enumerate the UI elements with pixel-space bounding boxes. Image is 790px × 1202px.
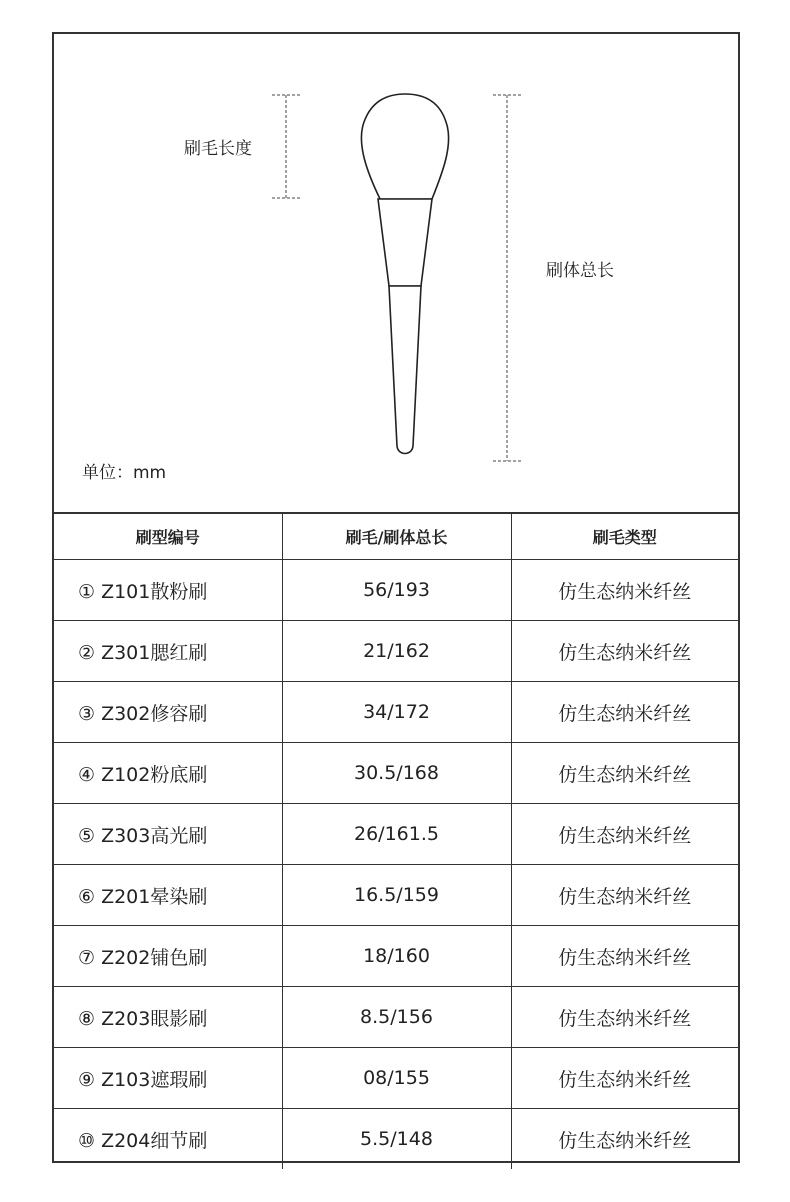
header-length: 刷毛/刷体总长 <box>282 513 511 560</box>
cell-model: ④ Z102粉底刷 <box>54 743 282 804</box>
total-length-dimension <box>493 95 521 461</box>
brush-handle <box>389 286 421 454</box>
cell-type: 仿生态纳米纤丝 <box>511 1109 738 1170</box>
cell-length: 5.5/148 <box>282 1109 511 1170</box>
cell-length: 34/172 <box>282 682 511 743</box>
table-header-row <box>54 513 738 560</box>
cell-model: ① Z101散粉刷 <box>54 560 282 621</box>
spec-frame <box>52 32 740 1163</box>
cell-type: 仿生态纳米纤丝 <box>511 560 738 621</box>
cell-model: ② Z301腮红刷 <box>54 621 282 682</box>
cell-model: ⑩ Z204细节刷 <box>54 1109 282 1170</box>
brush-head <box>361 94 448 199</box>
cell-type: 仿生态纳米纤丝 <box>511 987 738 1048</box>
cell-model: ⑦ Z202铺色刷 <box>54 926 282 987</box>
cell-model: ⑨ Z103遮瑕刷 <box>54 1048 282 1109</box>
cell-length: 56/193 <box>282 560 511 621</box>
table-row <box>54 621 738 682</box>
brush-ferrule <box>378 199 432 286</box>
cell-length: 26/161.5 <box>282 804 511 865</box>
table-row <box>54 560 738 621</box>
header-type: 刷毛类型 <box>511 513 738 560</box>
cell-type: 仿生态纳米纤丝 <box>511 804 738 865</box>
cell-length: 30.5/168 <box>282 743 511 804</box>
total-length-label: 刷体总长 <box>546 261 614 281</box>
cell-type: 仿生态纳米纤丝 <box>511 865 738 926</box>
cell-model: ⑧ Z203眼影刷 <box>54 987 282 1048</box>
table-row <box>54 926 738 987</box>
bristle-length-dimension <box>272 95 300 198</box>
cell-type: 仿生态纳米纤丝 <box>511 926 738 987</box>
cell-length: 08/155 <box>282 1048 511 1109</box>
header-model: 刷型编号 <box>54 513 282 560</box>
brush-spec-table <box>54 512 738 1169</box>
table-row <box>54 987 738 1048</box>
cell-model: ⑥ Z201晕染刷 <box>54 865 282 926</box>
table-row <box>54 804 738 865</box>
table-row <box>54 743 738 804</box>
unit-label: 单位：mm <box>82 463 167 483</box>
bristle-length-label: 刷毛长度 <box>184 139 252 159</box>
table-row <box>54 1109 738 1170</box>
cell-type: 仿生态纳米纤丝 <box>511 743 738 804</box>
cell-type: 仿生态纳米纤丝 <box>511 621 738 682</box>
cell-length: 16.5/159 <box>282 865 511 926</box>
table-row <box>54 865 738 926</box>
brush-outline <box>361 94 448 454</box>
cell-type: 仿生态纳米纤丝 <box>511 1048 738 1109</box>
cell-model: ⑤ Z303高光刷 <box>54 804 282 865</box>
cell-length: 18/160 <box>282 926 511 987</box>
brush-diagram <box>54 34 738 512</box>
cell-length: 8.5/156 <box>282 987 511 1048</box>
table-row <box>54 1048 738 1109</box>
cell-model: ③ Z302修容刷 <box>54 682 282 743</box>
brush-illustration <box>54 34 738 512</box>
table-row <box>54 682 738 743</box>
cell-length: 21/162 <box>282 621 511 682</box>
cell-type: 仿生态纳米纤丝 <box>511 682 738 743</box>
